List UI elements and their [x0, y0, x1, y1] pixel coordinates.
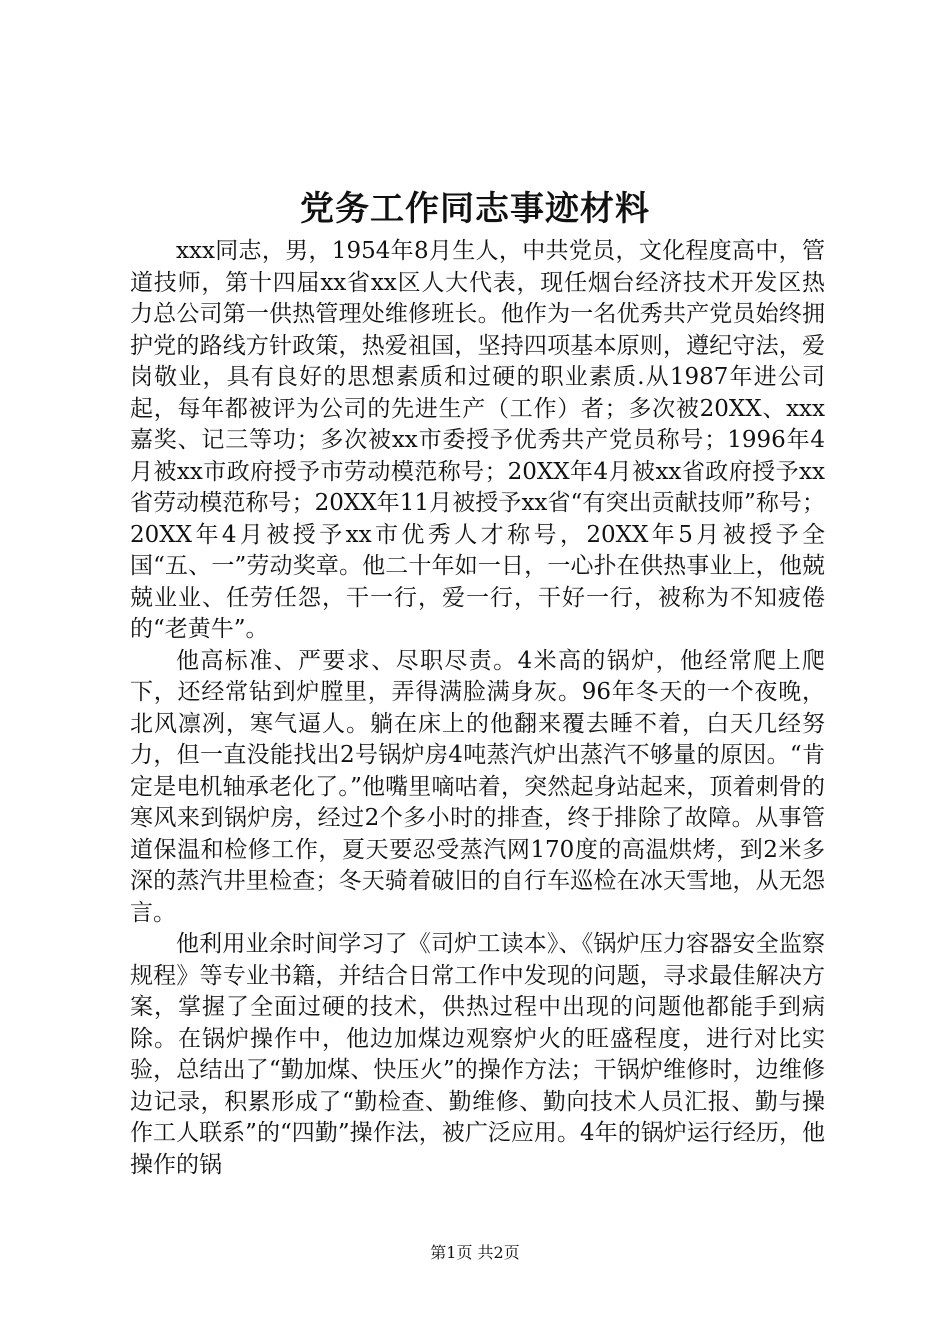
paragraph-1: xxx同志，男，1954年8月生人，中共党员，文化程度高中，管道技师，第十四届xx省xx区人大代表，现任烟台经济技术开发区热力总公司第一供热管理处维修班长。他作为一名优秀共产党员始终拥护党的路线方针政策，热爱祖国，坚持四项基本原则，遵纪守法，爱岗敬业，具有良好的思想素质和过硬的职业素质.从1987年进公司起，每年都被评为公司的先进生产（工作）者；多次被20XX、xxx嘉奖、记三等功；多次被xx市委授予优秀共产党员称号；1996年4月被xx市政府授予市劳动模范称号；20XX年4月被xx省政府授予xx省劳动模范称号；20XX年11月被授予xx省“有突出贡献技师”称号；20XX年4月被授予xx市优秀人才称号，20XX年5月被授予全国“五、一”劳动奖章。他二十年如一日，一心扑在供热事业上，他兢兢业业、任劳任怨，干一行，爱一行，干好一行，被称为不知疲倦的“老黄牛”。	[130, 238, 825, 642]
paragraph-3: 他利用业余时间学习了《司炉工读本》、《锅炉压力容器安全监察规程》等专业书籍，并结合日常工作中发现的问题，寻求最佳解决方案，掌握了全面过硬的技术，供热过程中出现的问题他都能手到病除。在锅炉操作中，他边加煤边观察炉火的旺盛程度，进行对比实验，总结出了“勤加煤、快压火”的操作方法；干锅炉维修时，边维修边记录，积累形成了“勤检查、勤维修、勤向技术人员汇报、勤与操作工人联系”的“四勤”操作法，被广泛应用。4年的锅炉运行经历，他操作的锅	[130, 931, 825, 1178]
page-number-footer: 第1页 共2页	[430, 1243, 520, 1262]
document-body	[130, 236, 825, 1181]
paragraph-2: 他高标准、严要求、尽职尽责。4米高的锅炉，他经常爬上爬下，还经常钻到炉膛里，弄得满脸满身灰。96年冬天的一个夜晚，北风凛冽，寒气逼人。躺在床上的他翻来覆去睡不着，白天几经努力，但一直没能找出2号锅炉房4吨蒸汽炉出蒸汽不够量的原因。“肯定是电机轴承老化了。”他嘴里嘀咕着，突然起身站起来，顶着刺骨的寒风来到锅炉房，经过2个多小时的排查，终于排除了故障。从事管道保温和检修工作，夏天要忍受蒸汽网170度的高温烘烤，到2米多深的蒸汽井里检查；冬天骑着破旧的自行车巡检在冰天雪地，从无怨言。	[130, 647, 825, 926]
document-title: 党务工作同志事迹材料	[300, 189, 650, 229]
